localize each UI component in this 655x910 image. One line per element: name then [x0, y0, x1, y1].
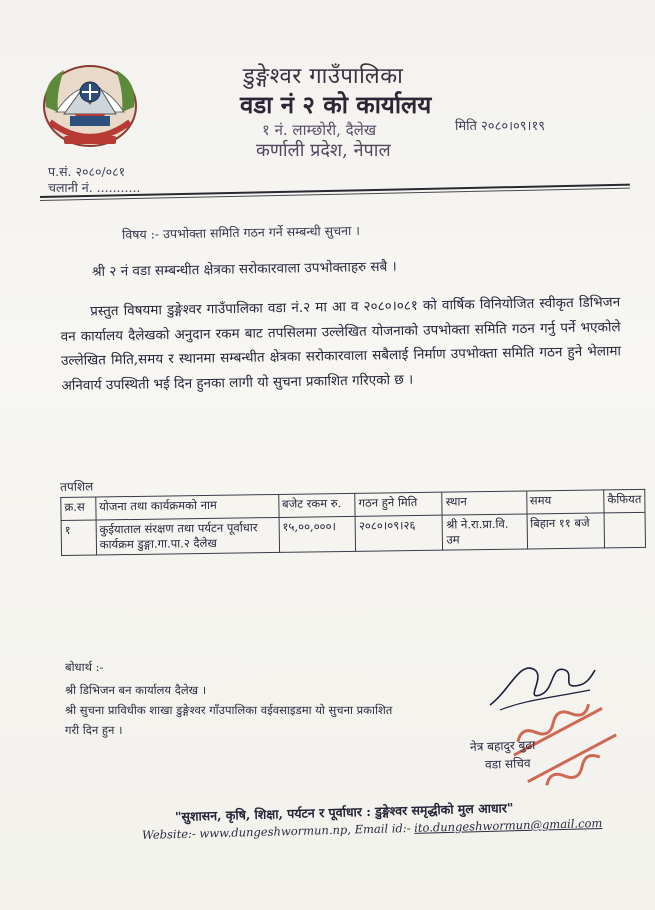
- body-paragraph: प्रस्तुत विषयमा डुङ्गेश्वर गाउँपालिका वडा नं.२ मा आ व २०८०।०८१ को वार्षिक विनियोजित स्वीकृत डिभिजन वन कार्यालय दैलेखको अनुदान रकम बाट तपसिलमा उल्लेखित योजनाको उपभोक्ता समिति गठन गर्नु पर्ने भएकोले उल्लेखित मिति,समय र स्थानमा सम्बन्धीत क्षेत्रका सरोकारवाला सबैलाई निर्माण उपभोक्ता समिति गठन हुने भेलामा अनिवार्य उपस्थिती भई दिन हुनका लागी यो सुचना प्रकाशित गरिएको छ ।: [60, 294, 622, 394]
- letter-date: मिति २०८०।०९।१९: [455, 119, 545, 134]
- cell-time: बिहान ११ बजे: [527, 513, 605, 549]
- cell-budget: १५,००,०००।: [279, 516, 356, 552]
- letter-body: [60, 290, 622, 398]
- dispatch-number: चलानी नं. ...........: [48, 180, 141, 195]
- col-header-place: स्थान: [442, 491, 526, 515]
- details-table: [60, 489, 646, 556]
- details-table-section: [60, 470, 646, 556]
- office-province: कर्णाली प्रदेश, नेपाल: [256, 140, 391, 161]
- letter-greeting: श्री २ नं वडा सम्बन्धीत क्षेत्रका सरोकारवाला उपभोक्ताहरु सबै ।: [91, 258, 397, 280]
- col-header-remarks: कैफियत: [604, 489, 645, 513]
- reference-number: प.सं. २०८०/०८१: [48, 164, 126, 179]
- cell-remarks: [604, 512, 645, 548]
- cc-label: बोधार्थ :-: [65, 660, 104, 674]
- col-header-time: समय: [526, 490, 604, 514]
- government-emblem-icon: [36, 52, 144, 156]
- table-label: तपशिल: [60, 479, 94, 494]
- cc-line-2: श्री सुचना प्राविधीक शाखा डुङ्गेश्वर गाँउपालिका वईवसाइडमा यो सुचना प्रकाशित: [65, 703, 393, 717]
- cell-sn: १: [61, 520, 96, 555]
- website-text: Website:- www.dungeshwormun.np, Email id:-: [141, 820, 415, 842]
- org-name: डुङ्गेश्वर गाउँपालिका: [243, 64, 404, 89]
- cc-line-1: श्री डिभिजन बन कार्यालय दैलेख ।: [65, 683, 207, 697]
- col-header-sn: क्र.स: [61, 497, 96, 520]
- letter-subject: विषय :- उपभोक्ता समिति गठन गर्ने सम्बन्धी सुचना ।: [121, 222, 361, 242]
- footer-motto: "सुशासन, कृषि, शिक्षा, पर्यटन र पूर्वाधार : डुङ्गेश्वर समृद्धीको मुल आधार": [174, 800, 514, 824]
- table-row: [61, 512, 645, 555]
- email-link[interactable]: ito.dungeshwormun@gmail.com: [414, 815, 603, 835]
- office-address: १ नं. लाम्छोरी, दैलेख: [262, 121, 377, 139]
- col-header-date: गठन हुने मिति: [355, 492, 443, 516]
- cc-line-3: गरी दिन हुन ।: [65, 723, 123, 737]
- office-name: वडा नं २ को कार्यालय: [240, 90, 432, 119]
- col-header-project: योजना तथा कार्यक्रमको नाम: [96, 494, 279, 520]
- cell-project: कुईयाताल संरक्षण तथा पर्यटन पूर्वाधार कार्यक्रम डुङ्गा.गा.पा.२ दैलेख: [96, 517, 279, 555]
- signer-name: नेत्र बहादुर बुढा: [469, 737, 536, 755]
- cell-place: श्री ने.रा.प्रा.वि. उम: [443, 514, 528, 550]
- signer-title: वडा सचिव: [484, 756, 531, 772]
- col-header-budget: बजेट रकम रु.: [278, 493, 355, 517]
- cell-date: २०८०।०९।२६: [355, 515, 443, 551]
